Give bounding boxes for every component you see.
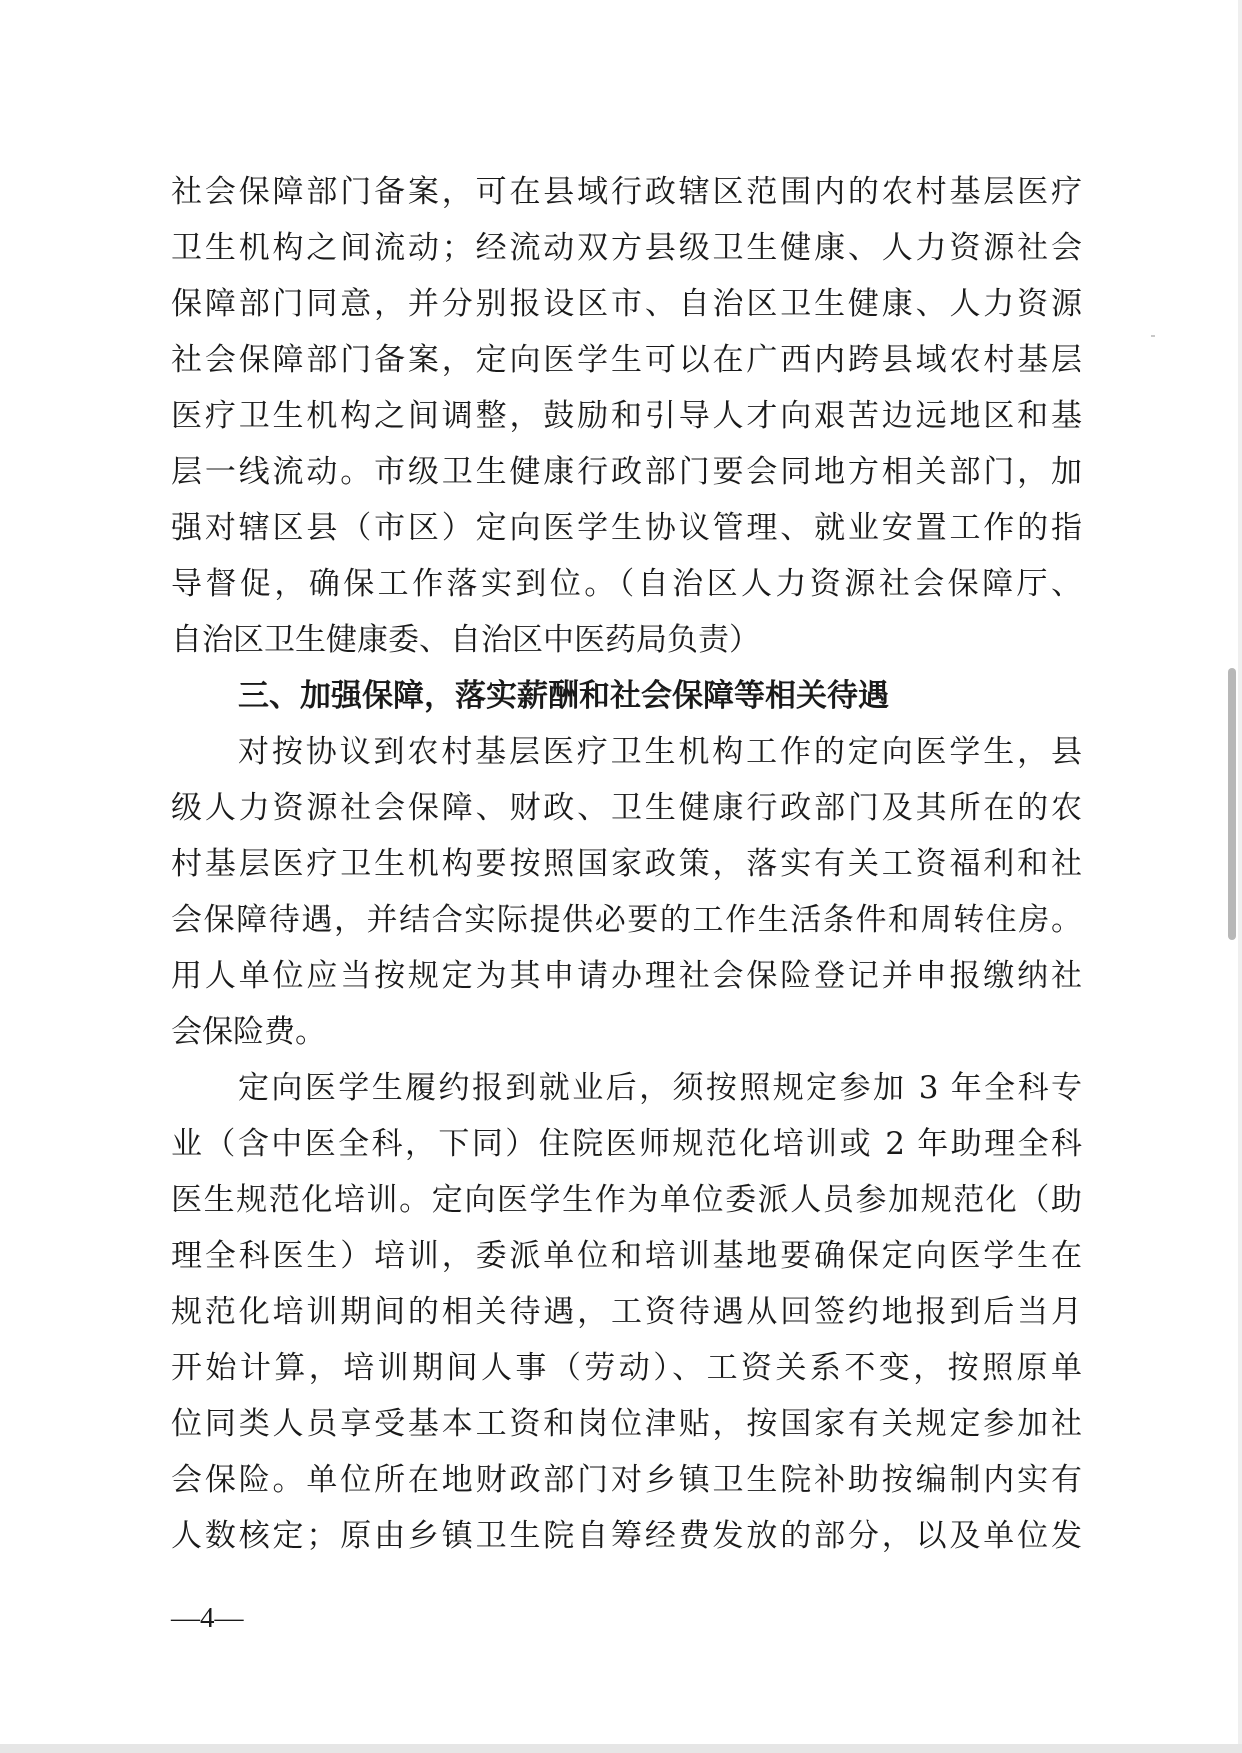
body-line-14: 会保障待遇，并结合实际提供必要的工作生活条件和周转住房。 bbox=[171, 902, 1082, 938]
body-line-24: 会保险。单位所在地财政部门对乡镇卫生院补助按编制内实有 bbox=[171, 1462, 1082, 1498]
body-line-5: 医疗卫生机构之间调整，鼓励和引导人才向艰苦边远地区和基 bbox=[171, 398, 1082, 434]
body-line-3: 保障部门同意，并分别报设区市、自治区卫生健康、人力资源 bbox=[171, 286, 1082, 322]
body-line-7: 强对辖区县（市区）定向医学生协议管理、就业安置工作的指 bbox=[171, 510, 1082, 546]
body-line-12: 级人力资源社会保障、财政、卫生健康行政部门及其所在的农 bbox=[171, 790, 1082, 826]
body-line-20: 理全科医生）培训，委派单位和培训基地要确保定向医学生在 bbox=[171, 1238, 1082, 1274]
body-line-16: 会保险费。 bbox=[171, 1014, 326, 1050]
page-bottom-edge bbox=[0, 1744, 1242, 1753]
body-line-22: 开始计算，培训期间人事（劳动）、工资关系不变，按照原单 bbox=[171, 1350, 1082, 1386]
body-line-6: 层一线流动。市级卫生健康行政部门要会同地方相关部门，加 bbox=[171, 454, 1082, 490]
body-line-19: 医生规范化培训。定向医学生作为单位委派人员参加规范化（助 bbox=[171, 1182, 1082, 1218]
body-line-9: 自治区卫生健康委、自治区中医药局负责） bbox=[171, 622, 760, 658]
body-line-13: 村基层医疗卫生机构要按照国家政策，落实有关工资福利和社 bbox=[171, 846, 1082, 882]
page-number: —4— bbox=[171, 1602, 244, 1634]
body-line-21: 规范化培训期间的相关待遇，工资待遇从回签约地报到后当月 bbox=[171, 1294, 1082, 1330]
scan-speck bbox=[1151, 335, 1155, 337]
body-line-4: 社会保障部门备案，定向医学生可以在广西内跨县域农村基层 bbox=[171, 342, 1082, 378]
body-line-25: 人数核定；原由乡镇卫生院自筹经费发放的部分，以及单位发 bbox=[171, 1518, 1082, 1554]
body-line-8: 导督促，确保工作落实到位。（自治区人力资源社会保障厅、 bbox=[171, 566, 1082, 602]
body-line-1: 社会保障部门备案，可在县域行政辖区范围内的农村基层医疗 bbox=[171, 174, 1082, 210]
body-line-15: 用人单位应当按规定为其申请办理社会保险登记并申报缴纳社 bbox=[171, 958, 1082, 994]
body-line-2: 卫生机构之间流动；经流动双方县级卫生健康、人力资源社会 bbox=[171, 230, 1082, 266]
section-heading: 三、加强保障，落实薪酬和社会保障等相关待遇 bbox=[238, 678, 889, 714]
page-right-edge bbox=[1238, 0, 1242, 1753]
body-line-18: 业（含中医全科，下同）住院医师规范化培训或 2 年助理全科 bbox=[171, 1126, 1082, 1162]
body-line-17: 定向医学生履约报到就业后，须按照规定参加 3 年全科专 bbox=[238, 1070, 1082, 1106]
body-line-11: 对按协议到农村基层医疗卫生机构工作的定向医学生，县 bbox=[238, 734, 1082, 770]
body-line-23: 位同类人员享受基本工资和岗位津贴，按国家有关规定参加社 bbox=[171, 1406, 1082, 1442]
vertical-scrollbar-thumb[interactable] bbox=[1228, 668, 1236, 940]
